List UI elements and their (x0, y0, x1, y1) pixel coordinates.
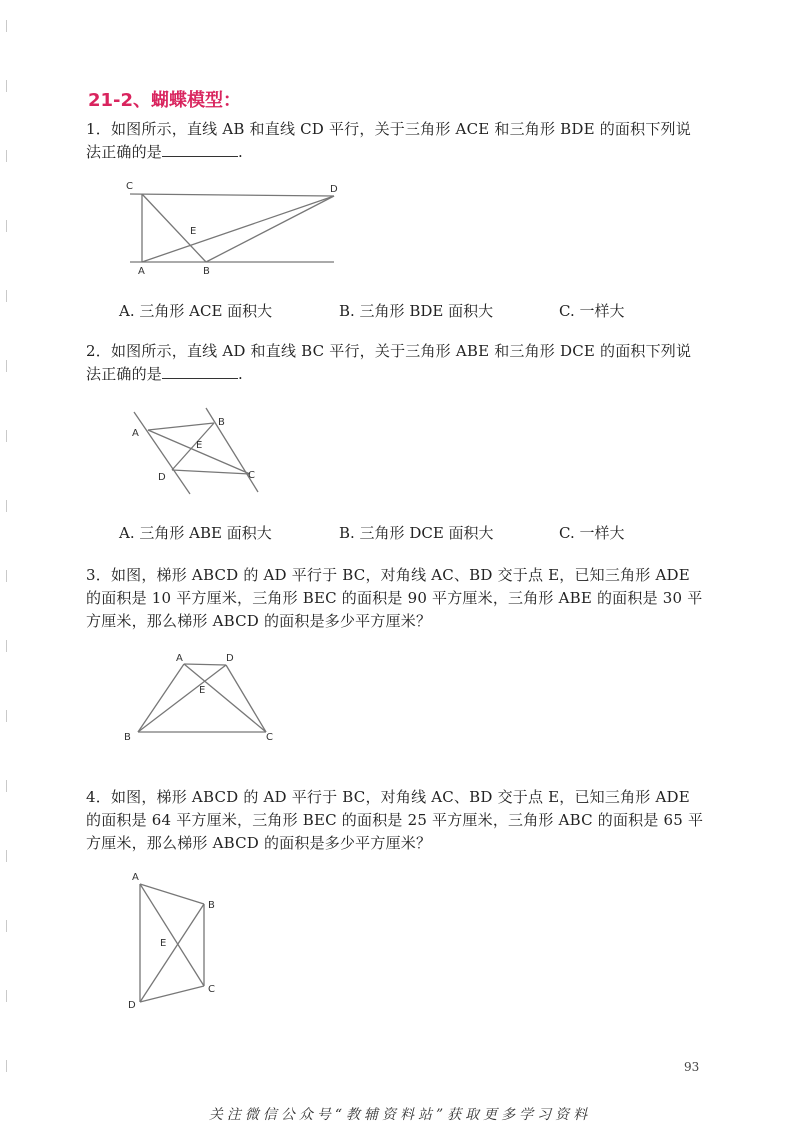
label-d: D (226, 653, 234, 664)
label-b: B (218, 417, 225, 428)
segment-cb (142, 194, 206, 262)
section-title: 21-2、蝴蝶模型： (88, 90, 242, 111)
question-text: 如图，梯形 ABCD 的 AD 平行于 BC，对角线 AC、BD 交于点 E，已知三角形 ADE 的面积是 10 平方厘米，三角形 BEC 的面积是 90 平方厘米，三角形 ABE 的面积是 30 平方厘米，那么梯形 ABCD 的面积是多少平方厘米？ (86, 566, 703, 630)
option-b[interactable]: B. 三角形 BDE 面积大 (339, 302, 494, 320)
segment-ac (184, 664, 266, 732)
segment-bd (172, 423, 214, 470)
figure-2 (128, 408, 268, 498)
question-number: 2． (86, 342, 111, 360)
option-a[interactable]: A. 三角形 ABE 面积大 (119, 524, 272, 542)
segment-bd (138, 665, 226, 732)
label-e: E (199, 685, 206, 696)
segment-bd (206, 196, 334, 262)
label-e: E (196, 440, 203, 451)
segment-dc (226, 665, 266, 732)
label-a: A (132, 872, 139, 883)
footer-note: 关注微信公众号“教辅资料站”获取更多学习资料 (208, 1107, 592, 1123)
segment-ab (140, 884, 204, 904)
binding-margin-marks (4, 20, 10, 1100)
question-number: 3． (86, 566, 111, 584)
label-c: C (208, 984, 215, 995)
label-b: B (208, 900, 215, 911)
label-c: C (266, 732, 273, 743)
option-a[interactable]: A. 三角形 ACE 面积大 (119, 302, 273, 320)
label-b: B (203, 266, 210, 277)
label-e: E (160, 938, 167, 949)
segment-dc (172, 470, 250, 474)
question-1 (86, 118, 706, 164)
segment-ac (148, 430, 250, 474)
label-b: B (124, 732, 131, 743)
label-a: A (138, 266, 145, 277)
figure-3 (120, 650, 280, 746)
question-text: 如图，梯形 ABCD 的 AD 平行于 BC，对角线 AC、BD 交于点 E，已知三角形 ADE 的面积是 64 平方厘米，三角形 BEC 的面积是 25 平方厘米，三角形 ABC 的面积是 65 平方厘米，那么梯形 ABCD 的面积是多少平方厘米？ (86, 788, 704, 852)
segment-ad (142, 196, 334, 262)
question-number: 1． (86, 120, 111, 138)
label-a: A (132, 428, 139, 439)
answer-blank[interactable] (162, 364, 238, 379)
label-d: D (158, 472, 166, 483)
page-number: 93 (684, 1060, 700, 1074)
question-2 (86, 340, 706, 386)
question-text: 如图所示，直线 AB 和直线 CD 平行，关于三角形 ACE 和三角形 BDE 的面积下列说法正确的是 (86, 120, 691, 161)
question-4 (86, 786, 706, 855)
line-cd (130, 194, 334, 196)
figure-4 (124, 870, 224, 1010)
segment-ab (138, 664, 184, 732)
label-d: D (330, 184, 338, 195)
segment-ab (148, 423, 214, 430)
label-a: A (176, 653, 183, 664)
answer-blank[interactable] (162, 142, 238, 157)
option-c[interactable]: C. 一样大 (559, 302, 625, 320)
question-text: 如图所示，直线 AD 和直线 BC 平行，关于三角形 ABE 和三角形 DCE 的面积下列说法正确的是 (86, 342, 692, 383)
segment-ac (140, 884, 204, 986)
question-number: 4． (86, 788, 111, 806)
label-d: D (128, 1000, 136, 1011)
label-e: E (190, 226, 197, 237)
option-c[interactable]: C. 一样大 (559, 524, 625, 542)
label-c: C (126, 181, 133, 192)
label-c: C (248, 470, 255, 481)
question-3 (86, 564, 706, 633)
figure-1 (120, 178, 340, 278)
segment-ad (184, 664, 226, 665)
question-text-end: . (238, 365, 243, 383)
option-b[interactable]: B. 三角形 DCE 面积大 (339, 524, 494, 542)
segment-bd (140, 904, 204, 1002)
question-text-end: . (238, 143, 243, 161)
